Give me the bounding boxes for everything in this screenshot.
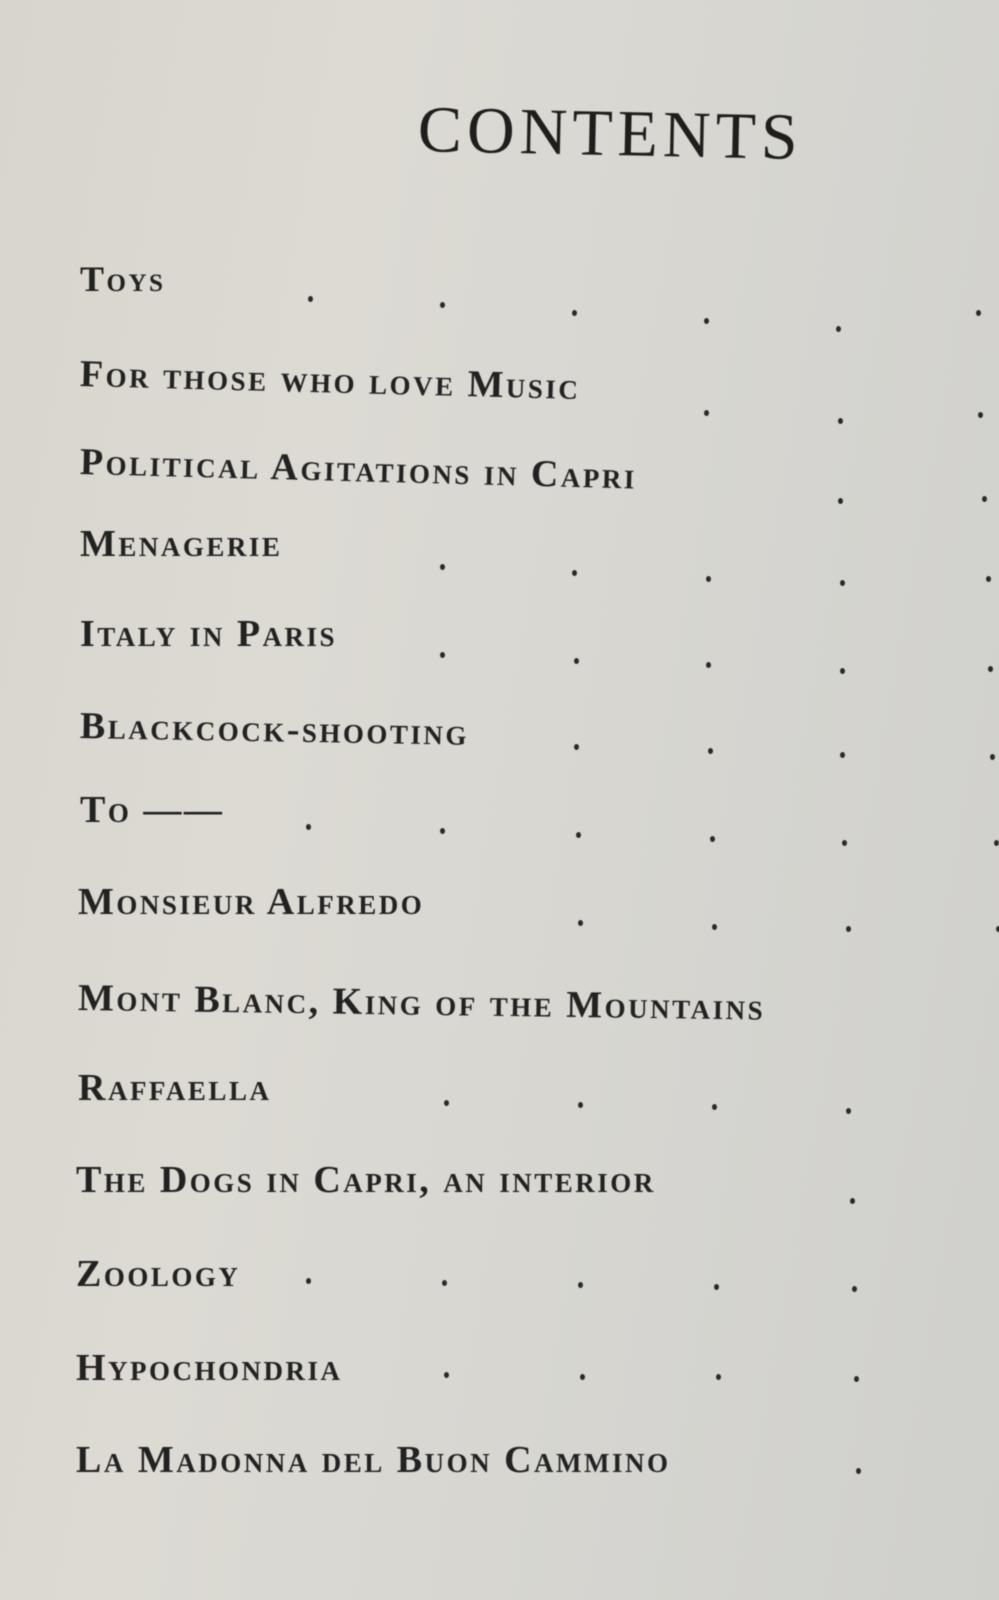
- toc-entry: [0, 1066, 999, 1126]
- toc-entry: [0, 1346, 999, 1406]
- leader-dot: [578, 1102, 583, 1108]
- leader-dot: [836, 326, 841, 332]
- leader-dot: [994, 840, 999, 846]
- leader-dot: [572, 570, 577, 576]
- leader-dot: [444, 1372, 449, 1378]
- toc-entry-title: To ——: [80, 789, 225, 831]
- toc-entry: [0, 976, 999, 1036]
- leader-dot: [846, 926, 851, 932]
- leader-dot: [576, 832, 581, 838]
- leader-dot: [986, 576, 991, 582]
- leader-dot: [838, 498, 843, 504]
- leader-dot: [572, 310, 577, 316]
- toc-entry: [0, 258, 999, 318]
- leader-dot: [712, 1104, 717, 1110]
- leader-dot: [854, 1376, 859, 1382]
- toc-entry-title: Political Agitations in Capri: [79, 441, 638, 498]
- toc-entry-title: The Dogs in Capri, an interior: [76, 1159, 656, 1201]
- leader-dot: [716, 1374, 721, 1380]
- toc-entry-title: Toys: [80, 259, 166, 299]
- leader-dot: [708, 748, 713, 754]
- toc-entry-title: Monsieur Alfredo: [78, 881, 425, 923]
- leader-dot: [706, 662, 711, 668]
- leader-dot: [856, 1468, 861, 1474]
- toc-entry: [0, 1158, 999, 1218]
- toc-entry-title: Raffaella: [78, 1067, 272, 1109]
- leader-dot: [852, 1286, 857, 1292]
- toc-entry: [0, 1252, 999, 1312]
- leader-dot: [706, 576, 711, 582]
- leader-dot: [578, 1282, 583, 1288]
- leader-dot: [440, 828, 445, 834]
- leader-dot: [840, 580, 845, 586]
- toc-entry-title: La Madonna del Buon Cammino: [76, 1439, 671, 1481]
- leader-dot: [440, 652, 445, 658]
- toc-entry: [0, 440, 999, 500]
- leader-dot: [306, 1278, 311, 1284]
- leader-dot: [840, 752, 845, 758]
- leader-dot: [440, 564, 445, 570]
- toc-entry: [0, 522, 999, 582]
- leader-dot: [578, 920, 583, 926]
- leader-dot: [990, 754, 995, 760]
- leader-dot: [978, 412, 983, 418]
- leader-dot: [704, 318, 709, 324]
- toc-entry: [0, 704, 999, 764]
- leader-dot: [580, 1374, 585, 1380]
- leader-dot: [710, 836, 715, 842]
- leader-dot: [840, 668, 845, 674]
- toc-entry-title: Menagerie: [80, 523, 283, 565]
- leader-dot: [976, 310, 981, 316]
- leader-dot: [444, 1100, 449, 1106]
- leader-dot: [712, 924, 717, 930]
- leader-dot: [842, 840, 847, 846]
- toc-entry: [0, 352, 999, 412]
- toc-entry-title: Hypochondria: [76, 1347, 343, 1389]
- leader-dot: [982, 496, 987, 502]
- toc-entry-title: For those who love Music: [79, 353, 582, 409]
- toc-entry-title: Zoology: [76, 1253, 241, 1295]
- toc-entry: [0, 788, 999, 848]
- leader-dot: [714, 1284, 719, 1290]
- leader-dot: [306, 824, 311, 830]
- leader-dot: [574, 658, 579, 664]
- toc-entry-title: Italy in Paris: [80, 613, 338, 655]
- leader-dot: [988, 666, 993, 672]
- leader-dot: [704, 410, 709, 416]
- leader-dot: [846, 1108, 851, 1114]
- contents-heading: CONTENTS: [417, 93, 804, 175]
- toc-entry-title: Mont Blanc, King of the Mountains: [77, 977, 766, 1029]
- leader-dot: [574, 744, 579, 750]
- leader-dot: [440, 302, 445, 308]
- toc-entry-title: Blackcock-shooting: [79, 705, 470, 754]
- toc-entry: [0, 880, 999, 940]
- toc-entry: [0, 612, 999, 672]
- leader-dot: [838, 418, 843, 424]
- leader-dot: [442, 1280, 447, 1286]
- toc-entry: [0, 1438, 999, 1498]
- leader-dot: [308, 296, 313, 302]
- leader-dot: [850, 1198, 855, 1204]
